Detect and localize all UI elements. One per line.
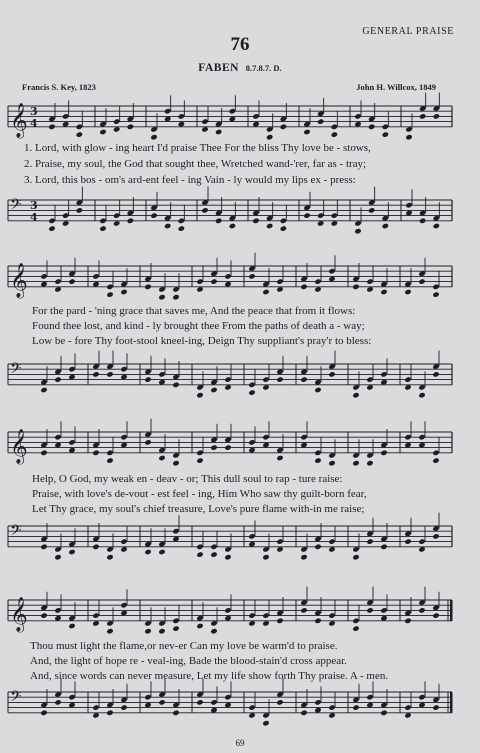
treble-clef-icon: 𝄞 bbox=[10, 596, 28, 632]
note-head bbox=[432, 704, 439, 710]
lyric-line: Low be - fore Thy foot-stool kneel-ing, Deign Thy suppliant's pray'r to bless: bbox=[32, 335, 372, 347]
lyric-line: And, since words can never measure, Let my life show forth Thy praise. A - men. bbox=[30, 670, 389, 682]
page-number: 69 bbox=[235, 738, 245, 748]
note-head bbox=[40, 710, 47, 716]
lyric-line: For the pard - 'ning grace that saves me, And the peace that from it flows: bbox=[32, 305, 356, 317]
bass-clef-icon: 𝄢 bbox=[10, 522, 22, 543]
lyric-line: 3. Lord, this bos - om's ard-ent feel - ing Vain - ly would my lips ex - press: bbox=[24, 174, 356, 186]
note-head bbox=[120, 704, 127, 710]
lyric-line: Found thee lost, and kind - ly brought thee From the paths of death a - way; bbox=[32, 320, 365, 332]
treble-clef-icon: 𝄞 bbox=[10, 262, 28, 298]
lyric-line: Thou must light the flame,or nev-er Can my love be warm'd to praise. bbox=[30, 640, 338, 652]
bass-clef-icon: 𝄢 bbox=[10, 360, 22, 381]
lyric-line: Help, O God, my weak en - deav - or; This dull soul to rap - ture raise: bbox=[32, 473, 343, 485]
lyric-line: 2. Praise, my soul, the God that sought thee, Wretched wand-'rer, far as - tray; bbox=[24, 158, 367, 170]
lyric-line: Let Thy grace, my soul's chief treasure, Love's pure flame with-in me raise; bbox=[32, 503, 365, 515]
tune-name: FABEN bbox=[198, 62, 239, 74]
note-head bbox=[276, 699, 283, 705]
note-head bbox=[158, 699, 165, 705]
bass-clef-icon: 𝄢 bbox=[10, 688, 22, 709]
time-signature-top: 3 bbox=[30, 105, 38, 118]
note-head bbox=[262, 720, 269, 726]
lyric-line: And, the light of hope re - veal-ing, Bade the blood-stain'd cross appear. bbox=[30, 655, 347, 667]
lyric-line: Praise, with love's de-vout - est feel - ing, Him Who saw thy guilt-born fear, bbox=[32, 488, 367, 500]
treble-clef-icon: 𝄞 bbox=[10, 428, 28, 464]
text-credit: Francis S. Key, 1823 bbox=[22, 82, 96, 92]
note-head bbox=[352, 704, 359, 710]
time-signature-top: 3 bbox=[30, 199, 38, 212]
lyric-line: 1. Lord, with glow - ing heart I'd praise Thee For the bliss Thy love be - stows, bbox=[24, 142, 371, 154]
hymn-number: 76 bbox=[230, 34, 250, 55]
final-bar-line bbox=[450, 692, 453, 713]
note-head bbox=[54, 699, 61, 705]
time-signature-bottom: 4 bbox=[30, 210, 38, 224]
music-credit: John H. Willcox, 1849 bbox=[356, 82, 436, 92]
time-signature-bottom: 4 bbox=[30, 116, 38, 130]
note-head bbox=[380, 710, 387, 716]
note-head bbox=[106, 710, 113, 716]
bass-clef-icon: 𝄢 bbox=[10, 196, 22, 217]
note-head bbox=[196, 699, 203, 705]
note-head bbox=[300, 710, 307, 716]
treble-clef-icon: 𝄞 bbox=[10, 102, 28, 138]
section-heading: GENERAL PRAISE bbox=[362, 26, 454, 37]
meter: 8.7.8.7. D. bbox=[245, 63, 282, 73]
note-head bbox=[172, 710, 179, 716]
